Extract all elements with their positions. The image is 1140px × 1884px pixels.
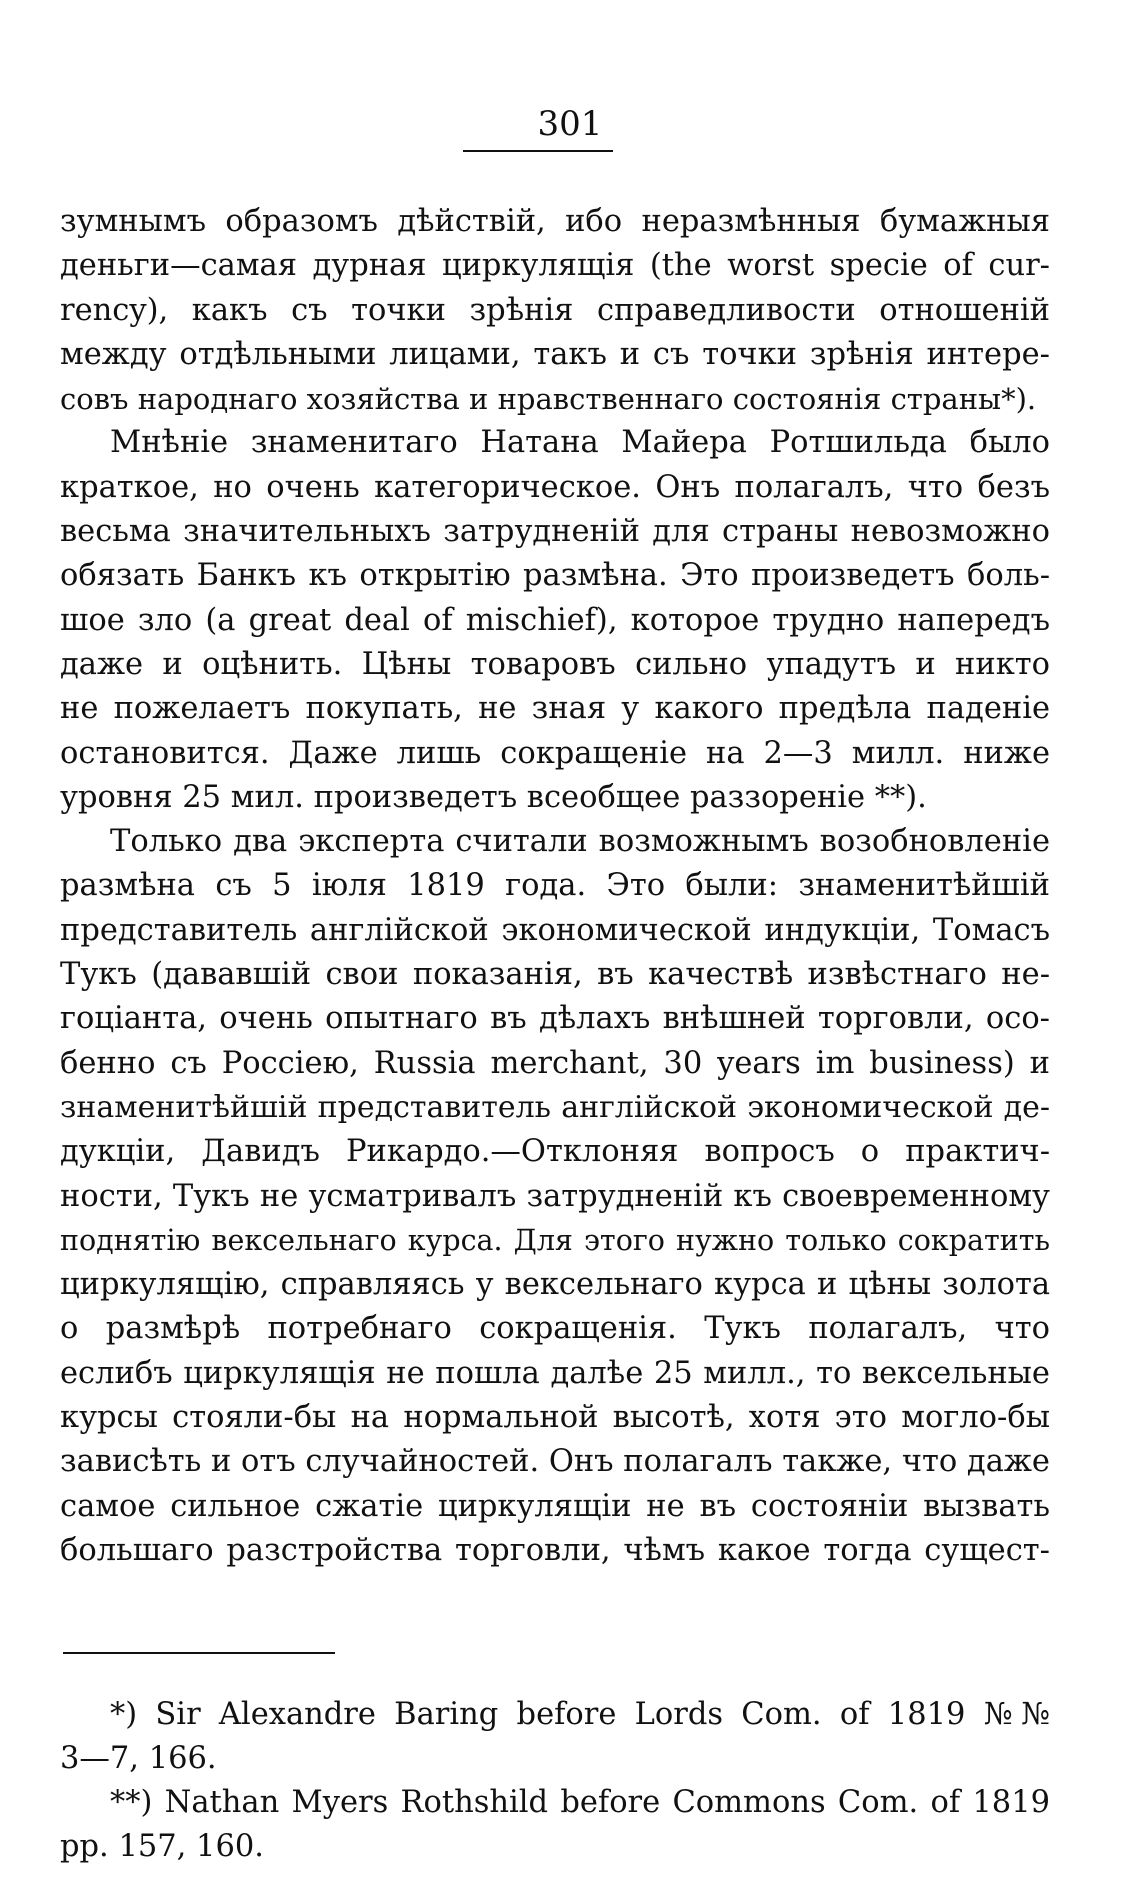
text-line: ности, Тукъ не усматривалъ затрудненiй къ своевременному	[60, 1178, 1050, 1214]
text-line: размѣна съ 5 iюля 1819 года. Это были: знаменитѣйшiй	[60, 868, 1050, 904]
text-line: поднятiю вексельнаго курса. Для этого нужно только сократить	[60, 1223, 1050, 1257]
footnote-2	[60, 1781, 1050, 1869]
text-line: остановится. Даже лишь сокращенiе на 2—3 милл. ниже	[60, 735, 1050, 771]
text-line: бенно съ Россiею, Russia merchant, 30 years im business) и	[60, 1045, 1050, 1081]
text-line: о размѣрѣ потребнаго сокращенiя. Тукъ полагалъ, что	[60, 1311, 1050, 1347]
text-line: представитель англiйской экономической индукцiи, Томасъ	[60, 912, 1050, 948]
text-line: деньги—самая дурная циркулящiя (the worst specie of cur-	[60, 248, 1050, 284]
text-line: не пожелаетъ покупать, не зная у какого предѣла паденiе	[60, 691, 1050, 727]
text-line: Только два эксперта считали возможнымъ возобновленiе	[110, 824, 1050, 860]
header-rule	[463, 150, 613, 152]
text-line: rency), какъ съ точки зрѣнiя справедливости отношенiй	[60, 292, 1050, 328]
text-line: самое сильное сжатiе циркулящiи не въ состоянiи вызвать	[60, 1488, 1050, 1524]
text-line: зависѣть и отъ случайностей. Онъ полагалъ также, что даже	[60, 1444, 1050, 1480]
text-line: циркулящiю, справляясь у вексельнаго курса и цѣны золота	[60, 1267, 1050, 1303]
footnote-line: *) Sir Alexandre Baring before Lords Com. of 1819 №№	[110, 1697, 1050, 1732]
text-line: шое зло (a great deal of mischief), которое трудно напередъ	[60, 602, 1050, 638]
text-line: гоцiанта, очень опытнаго въ дѣлахъ внѣшней торговли, осо-	[60, 1001, 1050, 1037]
footnote-line: pp. 157, 160.	[60, 1829, 264, 1864]
text-line: курсы стояли-бы на нормальной высотѣ, хотя это могло-бы	[60, 1400, 1050, 1436]
text-line: Мнѣнiе знаменитаго Натана Майера Ротшильда было	[110, 425, 1050, 461]
text-line: большаго разстройства торговли, чѣмъ какое тогда сущест-	[60, 1532, 1050, 1568]
footnote-line: **) Nathan Myers Rothshild before Commons Com. of 1819	[110, 1785, 1050, 1820]
text-line: между отдѣльными лицами, такъ и съ точки зрѣнiя интере-	[60, 336, 1050, 372]
paragraph-1	[60, 200, 1050, 421]
text-line: Тукъ (дававшiй свои показанiя, въ качествѣ извѣстнаго не-	[60, 957, 1050, 993]
page-number: 301	[537, 104, 603, 144]
text-line: даже и оцѣнить. Цѣны товаровъ сильно упадутъ и никто	[60, 646, 1050, 682]
text-line: совъ народнаго хозяйства и нравственнаго состоянiя страны*).	[60, 382, 1037, 417]
text-line: дукцiи, Давидъ Рикардо.—Отклоняя вопросъ о практич-	[60, 1134, 1050, 1170]
footnote-1	[60, 1693, 1050, 1781]
text-line: весьма значительныхъ затрудненiй для страны невозможно	[60, 514, 1050, 550]
text-line: зумнымъ образомъ дѣйствiй, ибо неразмѣнныя бумажныя	[60, 204, 1050, 239]
footnote-line: 3—7, 166.	[60, 1741, 217, 1776]
text-line: еслибъ циркулящiя не пошла далѣе 25 милл., то вексельные	[60, 1355, 1050, 1391]
paragraph-2	[60, 421, 1050, 820]
footnotes	[60, 1693, 1050, 1869]
text-line: знаменитѣйшiй представитель англiйской экономической де-	[60, 1089, 1050, 1125]
footnote-rule	[63, 1652, 335, 1654]
text-line: уровня 25 мил. произведетъ всеобщее раззоренiе **).	[60, 779, 927, 815]
text-line: обязать Банкъ къ открытiю размѣна. Это произведетъ боль-	[60, 558, 1050, 594]
paragraph-3	[60, 820, 1050, 1573]
text-line: краткое, но очень категорическое. Онъ полагалъ, что безъ	[60, 469, 1050, 505]
body-text	[60, 200, 1050, 1573]
